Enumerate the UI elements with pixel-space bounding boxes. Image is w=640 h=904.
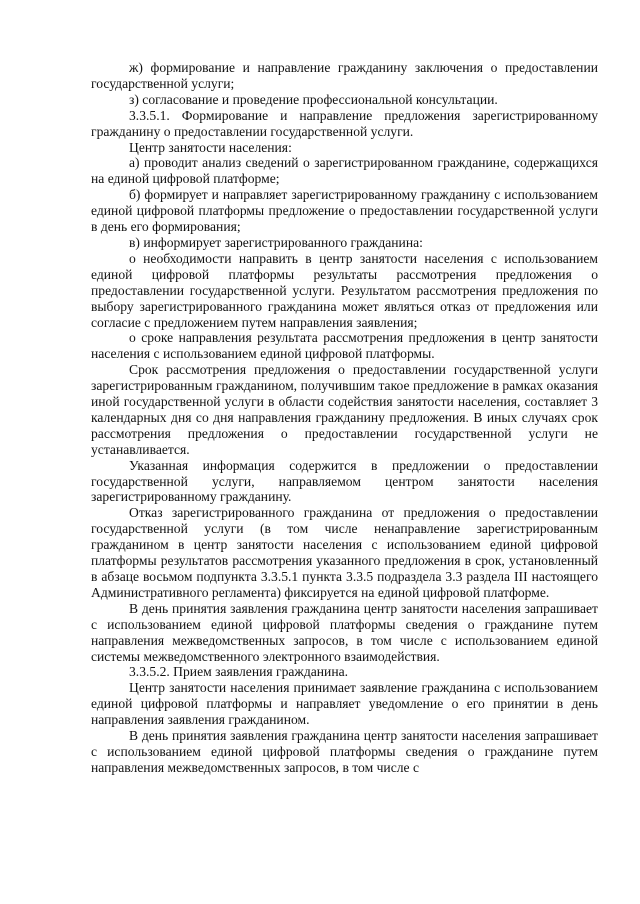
paragraph-refusal: Отказ зарегистрированного гражданина от предложения о предоставлении государственной услуги (в том числе ненаправление зарегистрированным гражданином в центр занятости населения с использованием единой цифровой платформы результатов рассмотрения указанного предложения в срок, установленный в абзаце восьмом подпункта 3.3.5.1 пункта 3.3.5 подраздела 3.3 раздела III настоящего Административного регламента) фиксируется на единой цифровой платформе. — [91, 505, 598, 600]
paragraph-item-zh: ж) формирование и направление гражданину заключения о предоставлении государственной услуги; — [91, 60, 598, 91]
paragraph-review-period: Срок рассмотрения предложения о предоставлении государственной услуги зарегистрированным гражданином, получившим такое предложение в рамках оказания иной государственной услуги в области содействия занятости населения, составляет 3 календарных дня со дня направления гражданину предложения. В иных случаях срок рассмотрения предложения о предоставлении государственной услуги не устанавливается. — [91, 362, 598, 457]
paragraph-necessity: о необходимости направить в центр занятости населения с использованием единой цифровой платформы результаты рассмотрения предложения о предоставлении государственной услуги. Результатом рассмотрения предложения по выбору зарегистрированного гражданина может являться отказ от предложения или согласие с предложением путем направления заявления; — [91, 250, 598, 330]
paragraph-application-acceptance: Центр занятости населения принимает заявление гражданина с использованием единой цифровой платформы и направляет уведомление о его принятии в день направления заявления гражданином. — [91, 680, 598, 728]
paragraph-item-v: в) информирует зарегистрированного гражданина: — [129, 234, 423, 250]
paragraph-section-3-3-5-1: 3.3.5.1. Формирование и направление предложения зарегистрированному гражданину о предоставлении государственной услуги. — [91, 107, 598, 139]
paragraph-item-z: з) согласование и проведение профессиональной консультации. — [129, 91, 498, 107]
paragraph-request-info: В день принятия заявления гражданина центр занятости населения запрашивает с использованием единой цифровой платформы сведения о гражданине путем направления межведомственных запросов, в том числе с использованием единой системы межведомственного электронного взаимодействия. — [91, 600, 598, 664]
paragraph-section-3-3-5-2: 3.3.5.2. Прием заявления гражданина. — [129, 664, 349, 680]
paragraph-deadline: о сроке направления результата рассмотрения предложения в центр занятости населения с использованием единой цифровой платформы. — [91, 330, 598, 362]
paragraph-employment-center: Центр занятости населения: — [129, 139, 292, 155]
paragraph-information: Указанная информация содержится в предложении о предоставлении государственной услуги, направляемом центром занятости населения зарегистрированному гражданину. — [91, 457, 598, 505]
paragraph-item-b: б) формирует и направляет зарегистрированному гражданину с использованием единой цифровой платформы предложение о предоставлении государственной услуги в день его формирования; — [91, 187, 598, 235]
document-body — [91, 60, 598, 776]
paragraph-request-info-2: В день принятия заявления гражданина центр занятости населения запрашивает с использованием единой цифровой платформы сведения о гражданине путем направления межведомственных запросов, в том числе с — [91, 728, 598, 775]
paragraph-item-a: а) проводит анализ сведений о зарегистрированном гражданине, содержащихся на единой цифровой платформе; — [91, 155, 598, 187]
